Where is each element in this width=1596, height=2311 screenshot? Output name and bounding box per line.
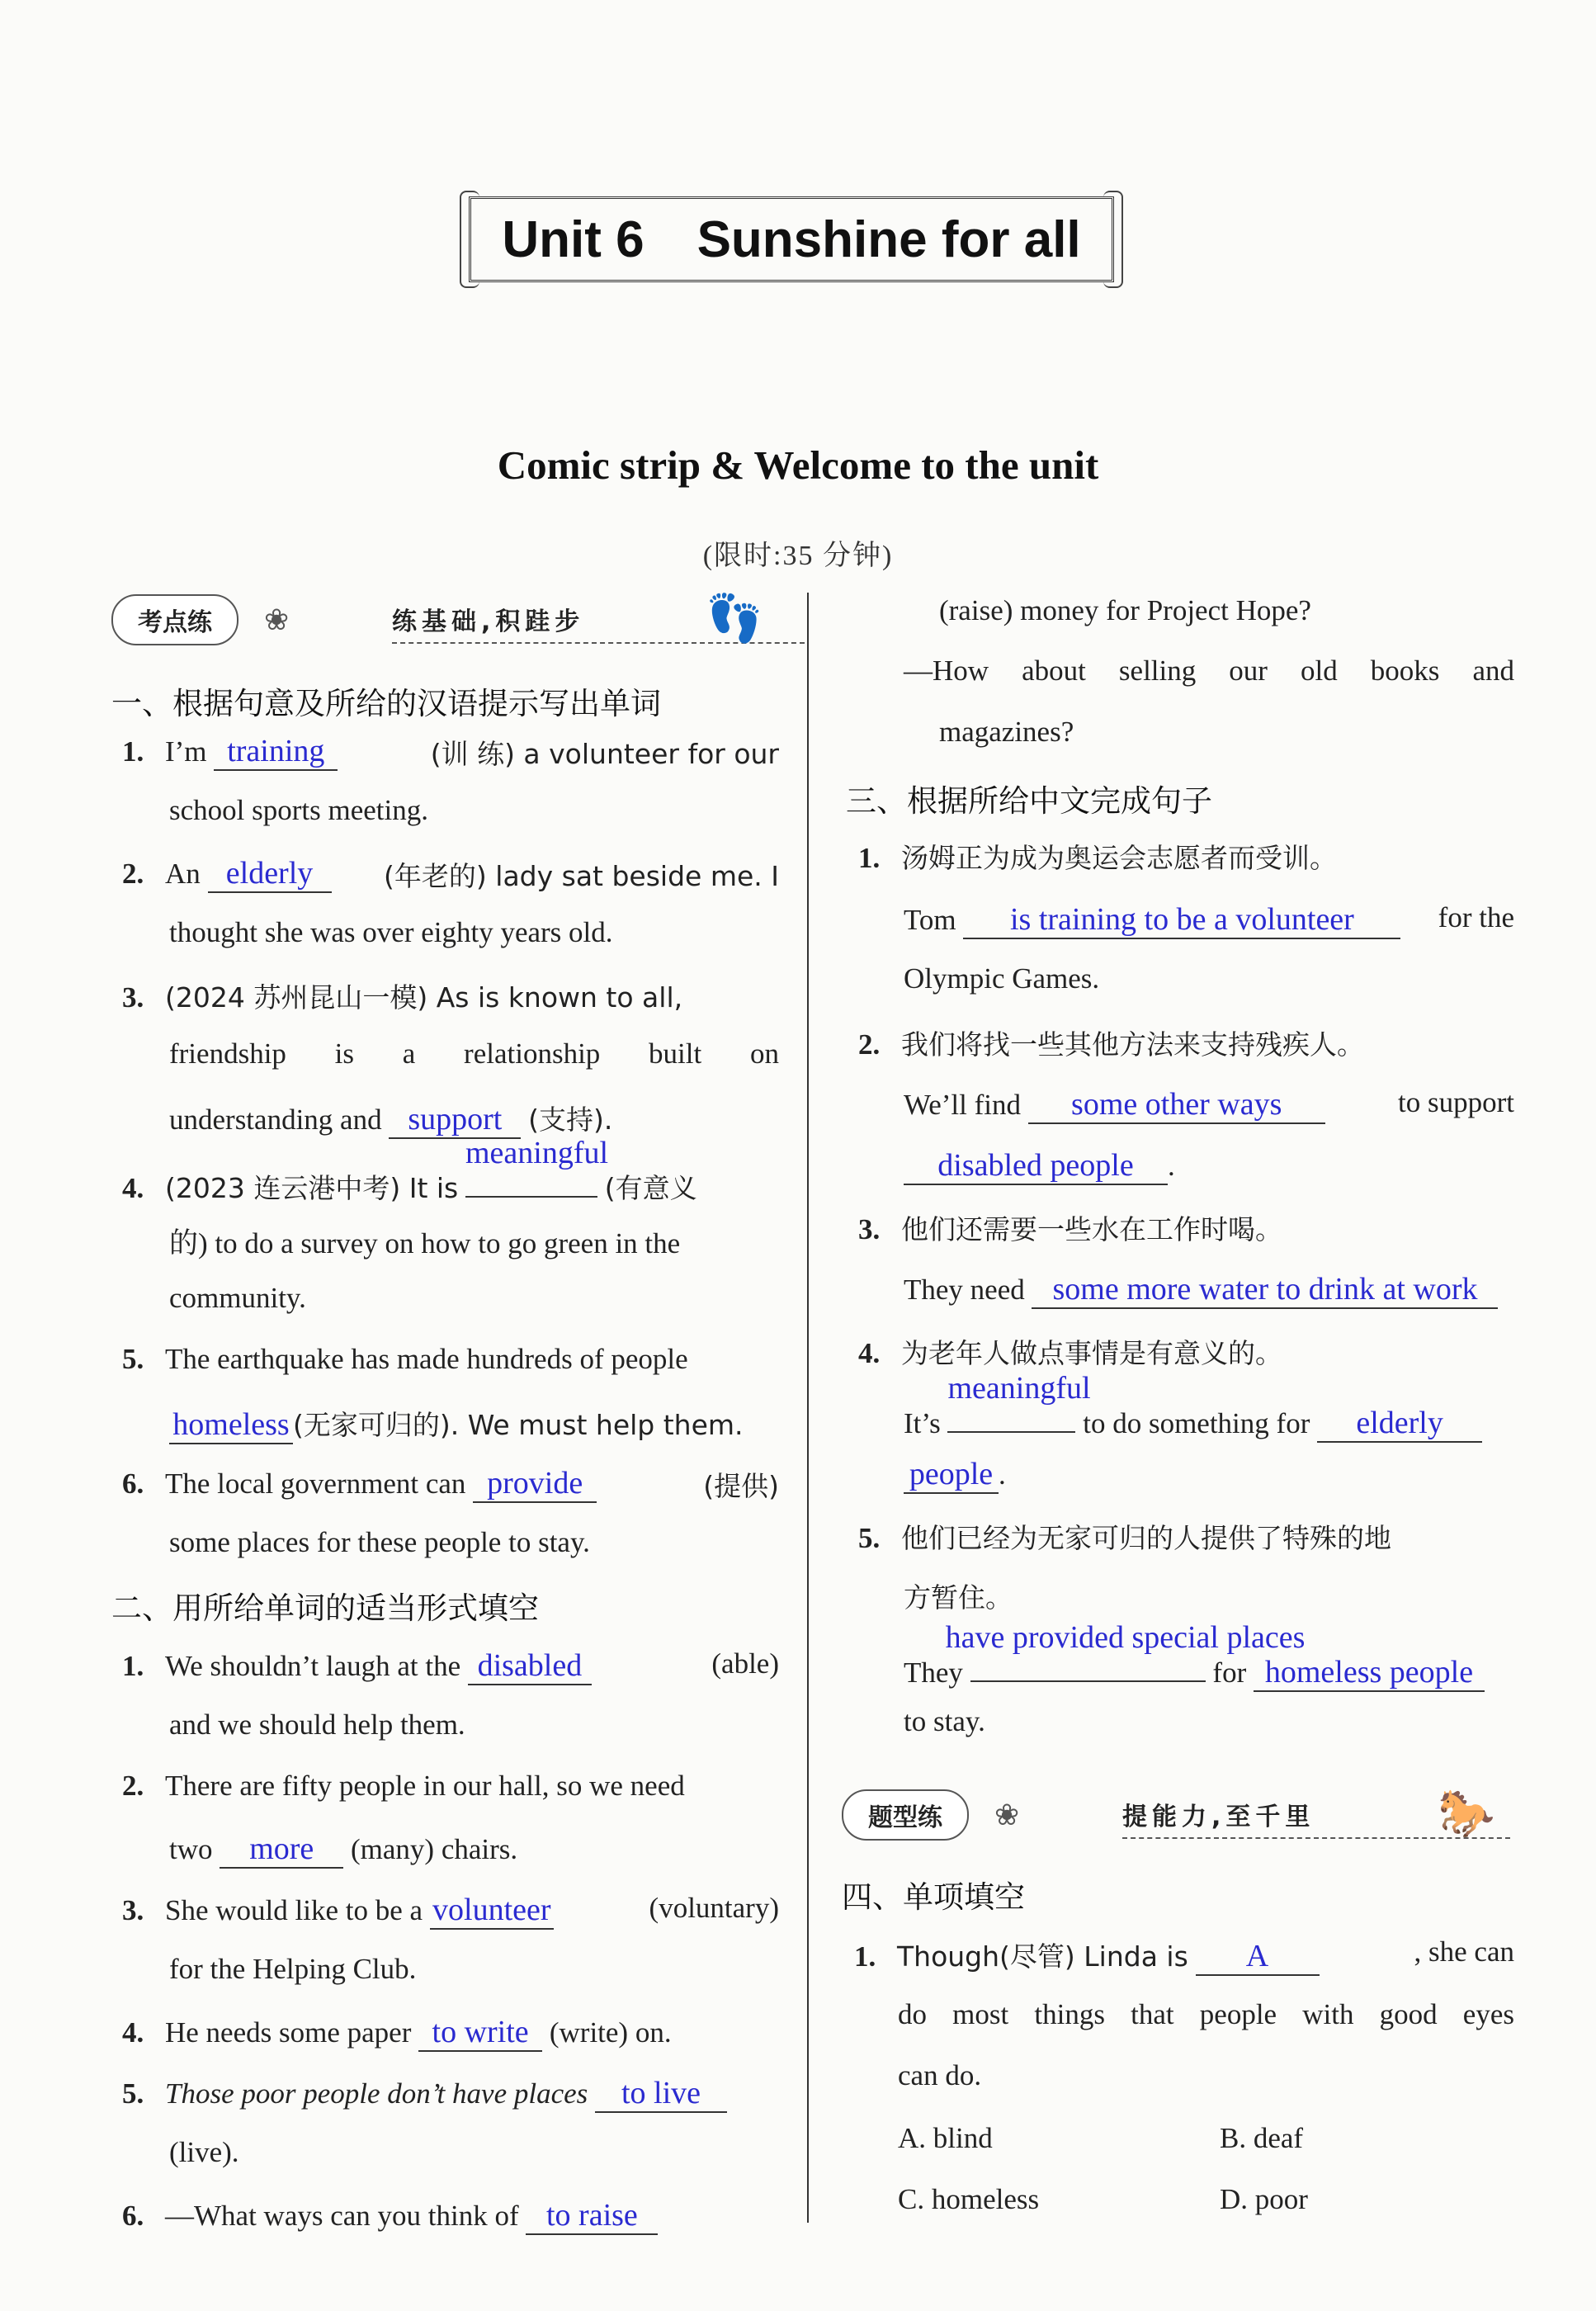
p2-q6-line1: 6. —What ways can you think of to raise: [122, 2197, 658, 2235]
p2-q6-line3: —How about selling our old books and: [904, 655, 1514, 687]
answer-blank: to live: [595, 2075, 727, 2113]
p2-q5-line2: (live).: [169, 2136, 239, 2168]
answer-blank: homeless: [169, 1406, 293, 1444]
p2-q6-line4: magazines?: [939, 716, 1074, 748]
answer-blank: more: [220, 1831, 343, 1869]
banner-slogan: 提能力,至千里: [1122, 1796, 1510, 1839]
p2-q2-line1: 2. There are fifty people in our hall, so we need: [122, 1770, 685, 1802]
p4-q1-line2: do most things that people with good eyes: [898, 1998, 1514, 2030]
lotus-icon: ❀: [994, 1798, 1020, 1831]
banner-tag: 题型练: [842, 1789, 969, 1841]
banner-tag: 考点练: [111, 594, 238, 645]
p1-q1-line2: school sports meeting.: [169, 794, 428, 826]
lotus-icon: ❀: [264, 603, 290, 636]
answer-blank: elderly: [208, 855, 332, 893]
p3-q1-line1: Tom is training to be a volunteer for the: [904, 901, 1514, 939]
answer-blank: elderly: [1317, 1405, 1482, 1443]
answer-blank: have provided special places: [970, 1644, 1206, 1682]
p3-q5-line1: They have provided special places for homeless people: [904, 1644, 1485, 1692]
answer-blank: is training to be a volunteer: [963, 901, 1400, 939]
p3-q5-line2: to stay.: [904, 1705, 985, 1737]
p3-q1-line2: Olympic Games.: [904, 962, 1100, 995]
option-d: D. poor: [1220, 2183, 1308, 2215]
p1-q5-line2: homeless (无家可归的). We must help them.: [169, 1404, 744, 1444]
part3-heading: 三、根据所给中文完成句子: [846, 783, 1212, 819]
option-c: C. homeless: [898, 2183, 1040, 2215]
p2-q1-line1: 1. We shouldn’t laugh at the disabled (able): [122, 1647, 779, 1685]
p4-q1-line1: 1. Though(尽管) Linda is A , she can: [854, 1935, 1514, 1976]
unit-name: Sunshine for all: [696, 210, 1081, 268]
p3-q2-line2: disabled people .: [904, 1147, 1175, 1185]
part2-heading: 二、用所给单词的适当形式填空: [111, 1590, 539, 1626]
p1-q4-line3: community.: [169, 1282, 306, 1314]
p1-q2-line2: thought she was over eighty years old.: [169, 916, 613, 948]
banner-question-types: [842, 1789, 1518, 1839]
p1-q3-line3: understanding and support (支持).: [169, 1099, 612, 1139]
answer-blank: training: [214, 733, 338, 771]
answer-blank: meaningful: [465, 1160, 597, 1198]
p3-q3-line1: They need some more water to drink at work: [904, 1271, 1498, 1309]
p2-q6-line2: (raise) money for Project Hope?: [939, 594, 1311, 626]
answer-blank: homeless people: [1254, 1654, 1485, 1692]
answer-blank: support: [389, 1101, 521, 1139]
answer-blank: some other ways: [1028, 1086, 1325, 1124]
answer-blank: disabled people: [904, 1147, 1168, 1185]
unit-title-frame: [469, 196, 1114, 282]
p2-q1-line2: and we should help them.: [169, 1708, 465, 1741]
p3-q2-cn: 2. 我们将找一些其他方法来支持残疾人。: [858, 1028, 1364, 1061]
p1-q6-line1: 6. The local government can provide (提供): [122, 1466, 779, 1502]
p3-q5-cn2: 方暂住。: [904, 1581, 1013, 1614]
p4-q1-line3: can do.: [898, 2059, 982, 2091]
answer-blank: A: [1196, 1938, 1320, 1976]
footprints-icon: 👣: [706, 593, 763, 645]
answer-blank: volunteer: [430, 1892, 554, 1930]
horse-icon: 🐎: [1438, 1789, 1495, 1840]
answer-blank: some more water to drink at work: [1032, 1271, 1498, 1309]
banner-practice-points: [111, 594, 772, 644]
unit-number: Unit 6: [502, 210, 645, 268]
time-limit: (限时:35 分钟): [702, 541, 894, 571]
p2-q2-line2: two more (many) chairs.: [169, 1831, 517, 1869]
p1-q4-line1: 4. (2023 连云港中考) It is meaningful (有意义: [122, 1136, 697, 1204]
p3-q4-line2: people .: [904, 1456, 1006, 1494]
answer-blank: people: [904, 1456, 999, 1494]
answer-blank: disabled: [468, 1647, 592, 1685]
p3-q5-cn: 5. 他们已经为无家可归的人提供了特殊的地: [858, 1522, 1391, 1554]
p2-q3-line2: for the Helping Club.: [169, 1953, 417, 1985]
p1-q2-line1: 2. An elderly (年老的) lady sat beside me. I: [122, 856, 779, 892]
p1-q4-line2: 的) to do a survey on how to go green in the: [169, 1227, 681, 1259]
p3-q3-cn: 3. 他们还需要一些水在工作时喝。: [858, 1213, 1282, 1245]
answer-blank: meaningful: [947, 1395, 1075, 1433]
p2-q5-line1: 5. Those poor people don’t have places to live: [122, 2075, 727, 2113]
column-divider: [807, 593, 809, 2223]
p1-q1-line1: 1. I’m training (训 练) a volunteer for our: [122, 734, 779, 770]
p3-q1-cn: 1. 汤姆正为成为奥运会志愿者而受训。: [858, 842, 1337, 874]
answer-blank: provide: [473, 1465, 597, 1503]
option-a: A. blind: [898, 2122, 993, 2154]
answer-blank: to raise: [526, 2197, 658, 2235]
p1-q3-line1: 3. (2024 苏州昆山一模) As is known to all,: [122, 981, 683, 1014]
p1-q3-line2: friendship is a relationship built on: [169, 1037, 779, 1070]
p1-q5-line1: 5. The earthquake has made hundreds of people: [122, 1343, 688, 1375]
answer-blank: to write: [418, 2014, 542, 2052]
p2-q4-line1: 4. He needs some paper to write (write) on.: [122, 2014, 672, 2052]
p3-q2-line1: We’ll find some other ways to support: [904, 1086, 1514, 1124]
p3-q4-line1: It’s meaningful to do something for elderly: [904, 1395, 1482, 1443]
part1-heading: 一、根据句意及所给的汉语提示写出单词: [111, 686, 661, 721]
p1-q6-line2: some places for these people to stay.: [169, 1526, 590, 1558]
part4-heading: 四、单项填空: [842, 1879, 1025, 1915]
p3-q4-cn: 4. 为老年人做点事情是有意义的。: [858, 1337, 1282, 1369]
option-b: B. deaf: [1220, 2122, 1304, 2154]
section-title: Comic strip & Welcome to the unit: [497, 442, 1099, 488]
p2-q3-line1: 3. She would like to be a volunteer (voluntary): [122, 1892, 779, 1930]
banner-slogan: 练基础,积跬步: [392, 601, 805, 644]
